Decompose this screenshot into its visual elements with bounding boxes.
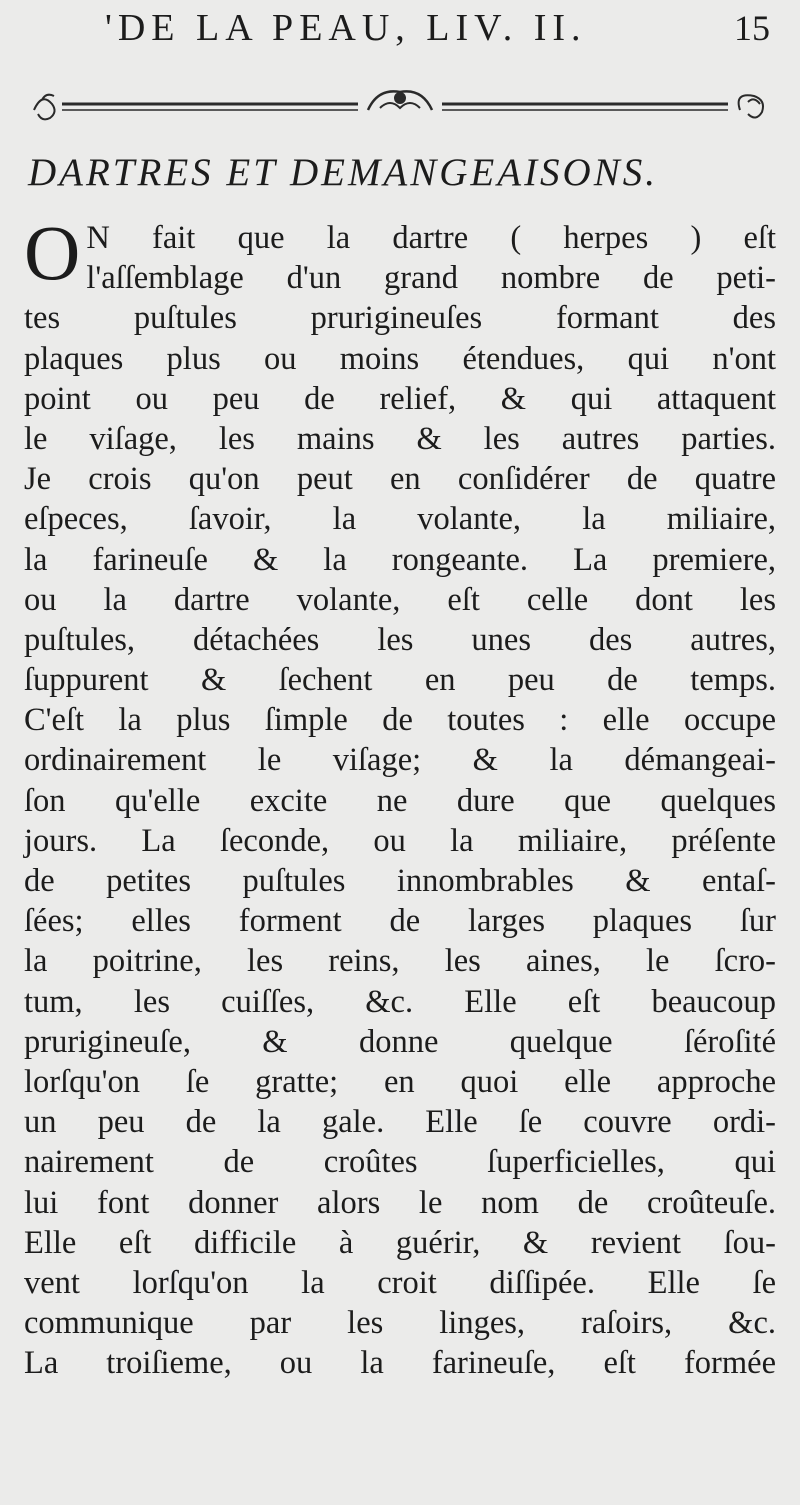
text-line: tes puſtules prurigineuſes formant des [24,300,776,337]
ornament-band-icon [28,80,772,130]
text-line: Je crois qu'on peut en conſidérer de quatre [24,461,776,498]
section-title: DARTRES ET DEMANGEAISONS. [28,151,658,194]
text-line: lui font donner alors le nom de croûteuſe. [24,1184,776,1221]
text-line: plaques plus ou moins étendues, qui n'ont [24,340,776,377]
text-line: communique par les linges, raſoirs, &c. [24,1305,776,1342]
text-line: tum, les cuiſſes, &c. Elle eſt beaucoup [24,983,776,1020]
drop-cap: O [24,209,81,296]
running-header [20,6,780,66]
text-line: ſuppurent & ſechent en peu de temps. [24,662,776,699]
body-text [24,209,776,1383]
text-line: N fait que la dartre ( herpes ) eſt [86,220,776,256]
headpiece-ornament [28,80,772,130]
text-line: vent lorſqu'on la croit diſſipée. Elle ſe [24,1264,776,1301]
text-line: lorſqu'on ſe gratte; en quoi elle approche [24,1063,776,1100]
page-number: 15 [734,8,770,48]
text-line: puſtules, détachées les unes des autres, [24,621,776,658]
text-line: nairement de croûtes ſuperficielles, qui [24,1144,776,1181]
text-line: de petites puſtules innombrables & entaſ- [24,863,776,899]
text-line: ou la dartre volante, eſt celle dont les [24,581,776,618]
text-line: un peu de la gale. Elle ſe couvre ordi- [24,1104,776,1141]
running-title: 'DE LA PEAU, LIV. II. [105,7,587,49]
text-line: prurigineuſe, & donne quelque ſéroſité [24,1023,776,1060]
text-line: Elle eſt difficile à guérir, & revient ſou- [24,1224,776,1261]
text-line: l'aſſemblage d'un grand nombre de peti- [86,260,776,297]
text-line: la farineuſe & la rongeante. La premiere, [24,541,776,578]
text-line: le viſage, les mains & les autres parties. [24,420,776,457]
text-line: point ou peu de relief, & qui attaquent [24,380,776,417]
text-line: ordinairement le viſage; & la démangeai- [24,742,776,779]
text-line: C'eſt la plus ſimple de toutes : elle occupe [24,702,776,739]
text-line: eſpeces, ſavoir, la volante, la miliaire, [24,501,776,538]
text-line: ſon qu'elle excite ne dure que quelques [24,782,776,819]
text-line: la poitrine, les reins, les aines, le ſcro- [24,943,776,980]
text-line: ſées; elles forment de larges plaques ſur [24,903,776,940]
text-line: jours. La ſeconde, ou la miliaire, préſente [24,822,776,859]
text-line: La troiſieme, ou la farineuſe, eſt formée [24,1345,776,1382]
